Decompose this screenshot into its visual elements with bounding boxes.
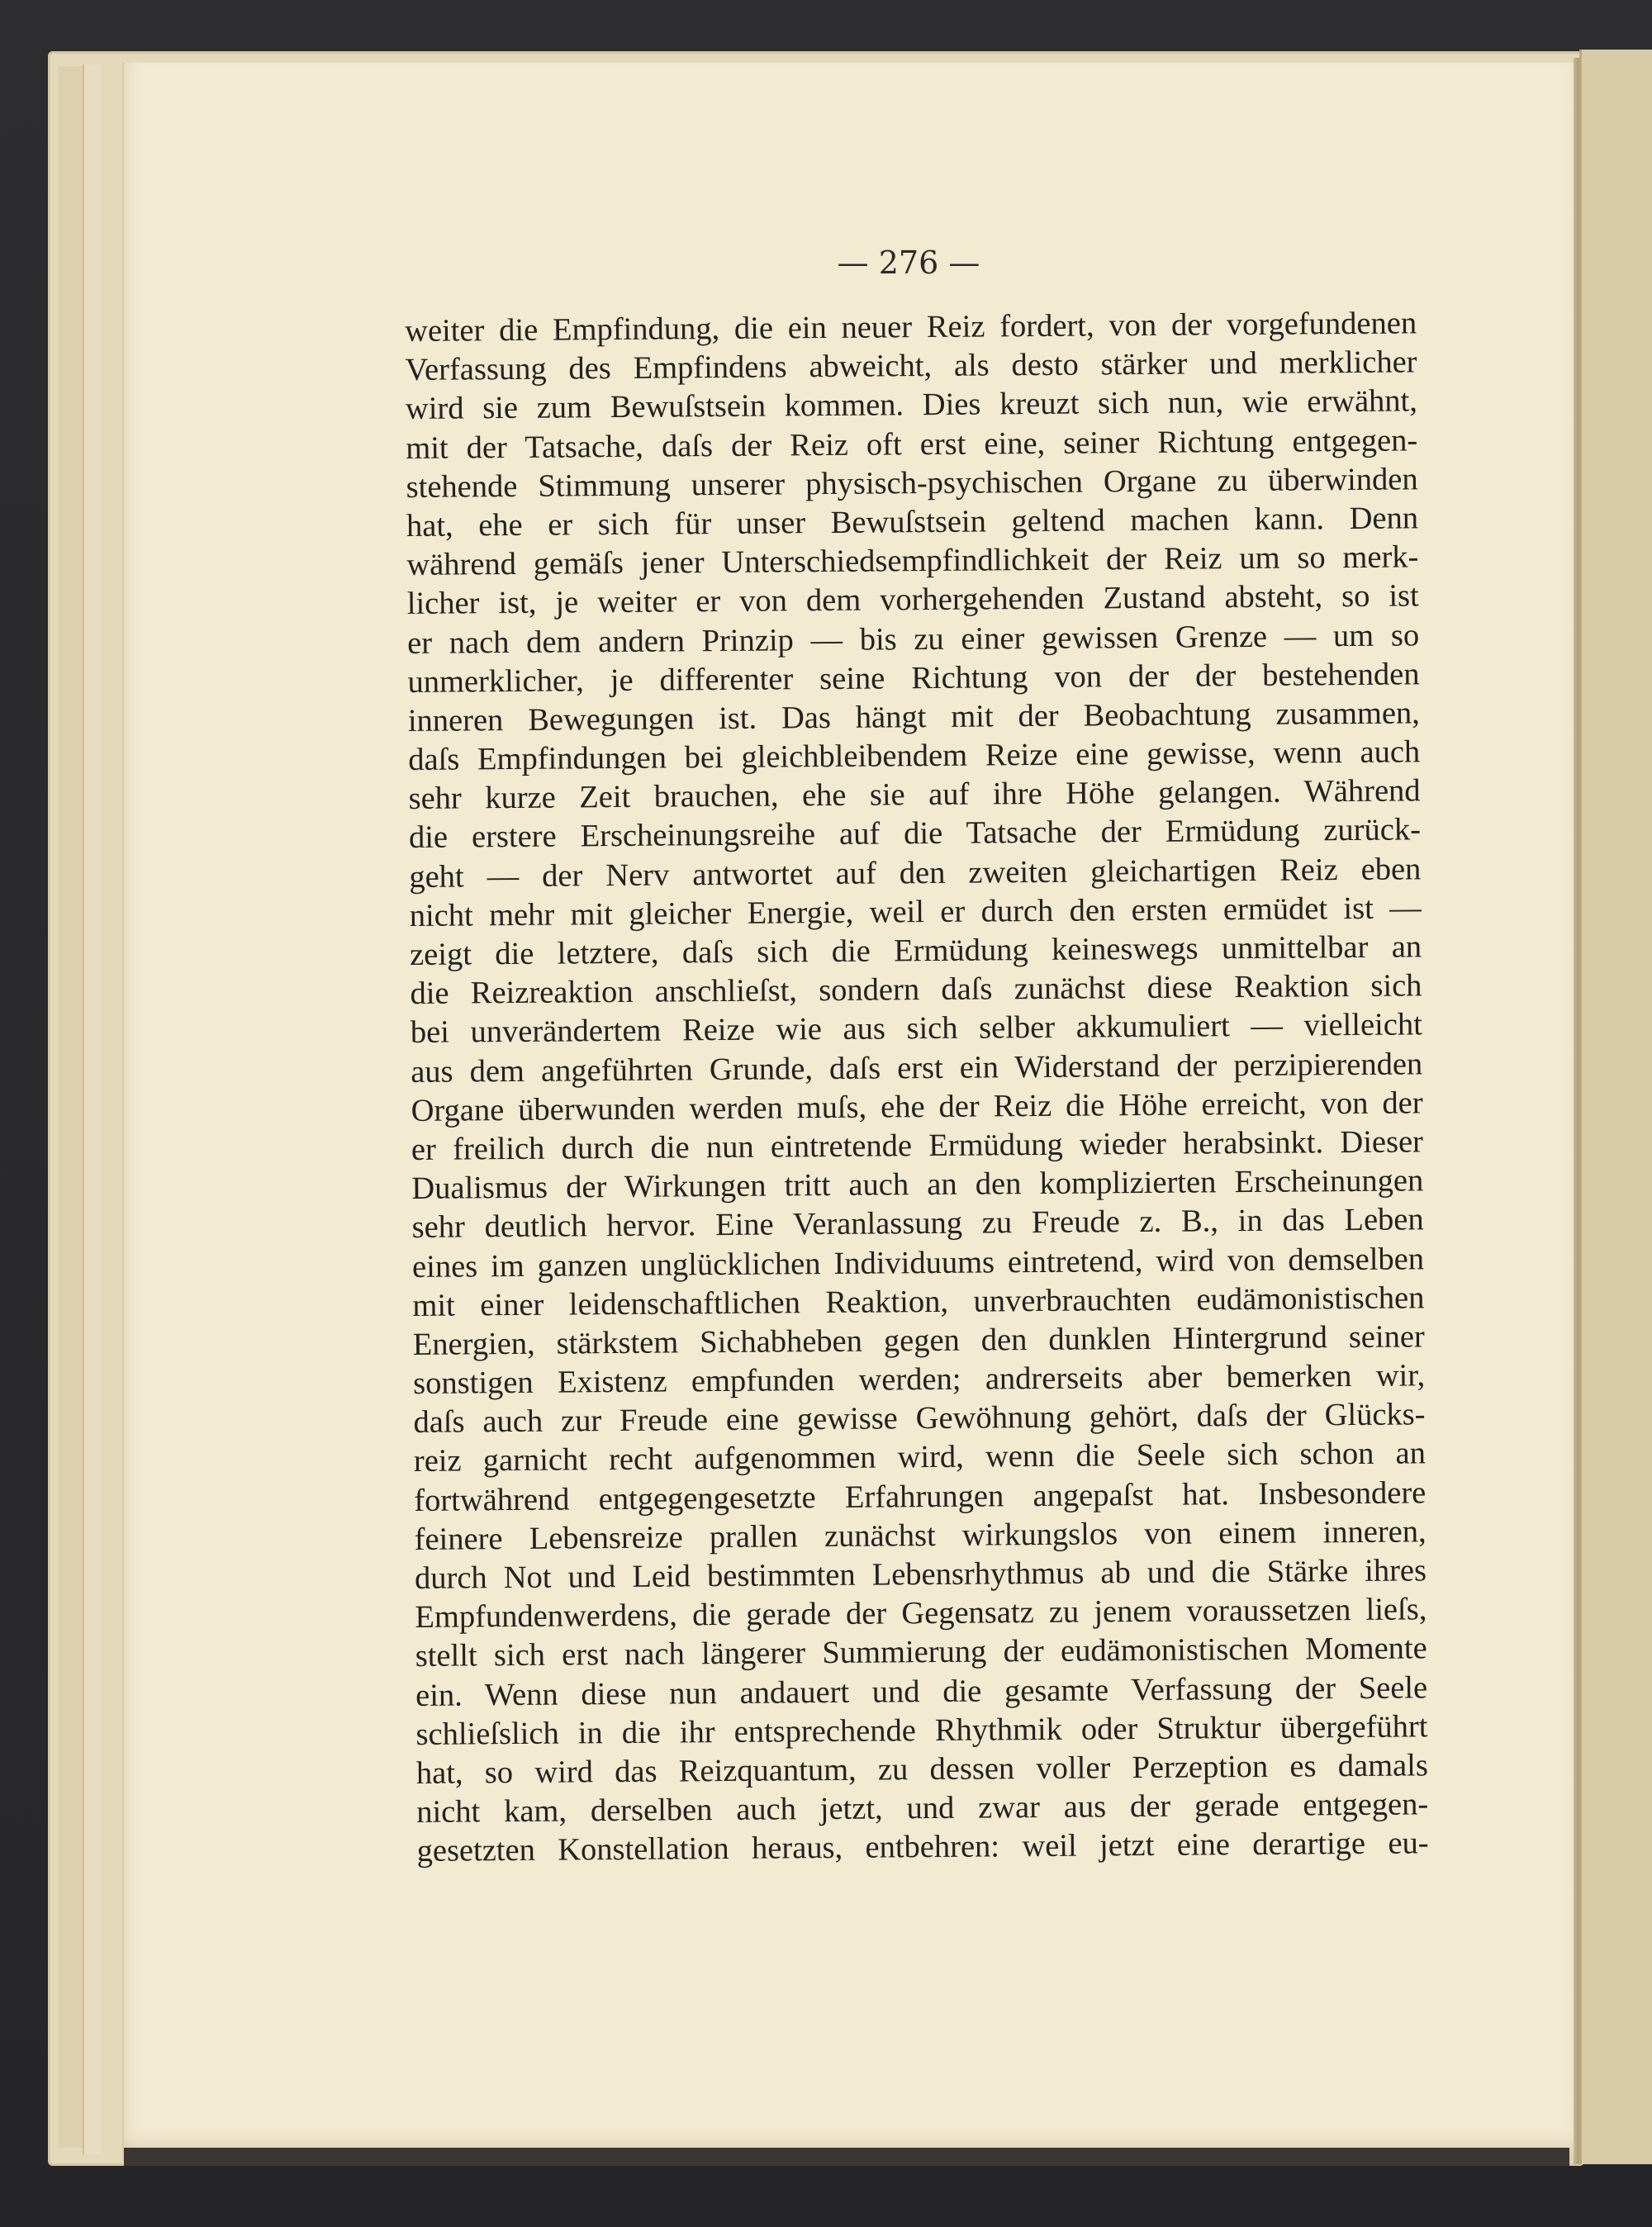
text-line: inneren Bewegungen ist. Das hängt mit der Beobachtung zusammen, [407, 696, 1421, 738]
text-line: nicht mehr mit gleicher Energie, weil er durch den ersten ermüdet ist — [409, 890, 1422, 933]
text-line: schlieſslich in die ihr entsprechende Rhythmik oder Struktur übergeführt [415, 1709, 1428, 1752]
text-line: er nach dem andern Prinzip — bis zu einer gewissen Grenze — um so [406, 617, 1420, 661]
text-line: gesetzten Konstellation heraus, entbehren: weil jetzt eine derartige eu- [416, 1826, 1429, 1869]
text-line: hat, so wird das Reizquantum, zu dessen voller Perzeption es damals [415, 1748, 1429, 1791]
text-line: zeigt die letztere, daſs sich die Ermüdung keineswegs unmittelbar an [409, 929, 1422, 972]
page-bottom-shadow [124, 2148, 1569, 2166]
page-number: — 276 — [837, 245, 980, 281]
text-line: Verfassung des Empfindens abweicht, als desto stärker und merklicher [405, 344, 1417, 388]
text-line: Organe überwunden werden muſs, ehe der Reiz die Höhe erreicht, von der [411, 1085, 1423, 1128]
text-line: stehende Stimmung unserer physisch-psychischen Organe zu überwinden [406, 462, 1418, 505]
text-line: die Reizreaktion anschlieſst, sondern daſs zunächst diese Reaktion sich [410, 968, 1422, 1012]
text-line: eines im ganzen unglücklichen Individuums eintretend, wird von demselben [411, 1241, 1425, 1284]
text-line: geht — der Nerv antwortet auf den zweiten gleichartigen Reiz eben [409, 851, 1422, 895]
text-line: hat, ehe er sich für unser Bewuſstsein geltend machen kann. Denn [406, 501, 1419, 544]
text-line: reiz garnicht recht aufgenommen wird, wenn die Seele sich schon an [413, 1436, 1427, 1479]
text-line: während gemäſs jener Unterschiedsempfindlichkeit der Reiz um so merk- [406, 539, 1419, 583]
text-line: durch Not und Leid bestimmten Lebensrhythmus ab und die Stärke ihres [414, 1553, 1427, 1596]
text-line: nicht kam, derselben auch jetzt, und zwar aus der gerade entgegen- [416, 1787, 1429, 1831]
text-line: stellt sich erst nach längerer Summierung der eudämonistischen Momente [415, 1631, 1427, 1674]
text-line: mit der Tatsache, daſs der Reiz oft erst eine, seiner Richtung entgegen- [406, 422, 1418, 466]
text-line: mit einer leidenschaftlichen Reaktion, unverbrauchten eudämonistischen [412, 1280, 1425, 1323]
text-line: aus dem angeführten Grunde, daſs erst ein Widerstand der perzipierenden [411, 1046, 1423, 1090]
text-line: ein. Wenn diese nun andauert und die gesamte Verfassung der Seele [415, 1669, 1428, 1713]
text-line: sonstigen Existenz empfunden werden; andrerseits aber bemerken wir, [413, 1358, 1426, 1402]
text-line: bei unverändertem Reize wie aus sich selber akkumuliert — vielleicht [410, 1007, 1422, 1051]
text-line: er freilich durch die nun eintretende Ermüdung wieder herabsinkt. Dieser [411, 1124, 1424, 1167]
facing-page-edge [1579, 50, 1652, 2164]
text-line: sehr deutlich hervor. Eine Veranlassung zu Freude z. B., in das Leben [411, 1202, 1424, 1246]
text-line: die erstere Erscheinungsreihe auf die Tatsache der Ermüdung zurück- [408, 812, 1422, 856]
text-line: fortwährend entgegengesetzte Erfahrungen angepaſst hat. Insbesondere [414, 1474, 1427, 1518]
text-line: sehr kurze Zeit brauchen, ehe sie auf ihre Höhe gelangen. Während [408, 773, 1421, 817]
text-line: wird sie zum Bewuſstsein kommen. Dies kreuzt sich nun, wie erwähnt, [405, 383, 1418, 427]
text-line: licher ist, je weiter er von dem vorhergehenden Zustand absteht, so ist [406, 578, 1419, 622]
page-edge [83, 64, 101, 2154]
text-line: Empfundenwerdens, die gerade der Gegensatz zu jenem voraussetzen lieſs, [415, 1592, 1427, 1636]
text-line: daſs auch zur Freude eine gewisse Gewöhnung gehört, daſs der Glücks- [413, 1397, 1426, 1441]
text-line: Dualismus der Wirkungen tritt auch an den komplizierten Erscheinungen [411, 1163, 1424, 1207]
body-text [405, 304, 1429, 1871]
text-line: feinere Lebensreize prallen zunächst wirkungslos von einem inneren, [414, 1514, 1427, 1557]
text-line: weiter die Empfindung, die ein neuer Reiz fordert, von der vorgefundenen [405, 306, 1417, 349]
text-line: Energien, stärkstem Sichabheben gegen den dunklen Hintergrund seiner [412, 1319, 1425, 1362]
text-line: daſs Empfindungen bei gleichbleibendem Reize eine gewisse, wenn auch [408, 734, 1421, 778]
text-line: unmerklicher, je differenter seine Richtung von der der bestehenden [407, 657, 1420, 700]
